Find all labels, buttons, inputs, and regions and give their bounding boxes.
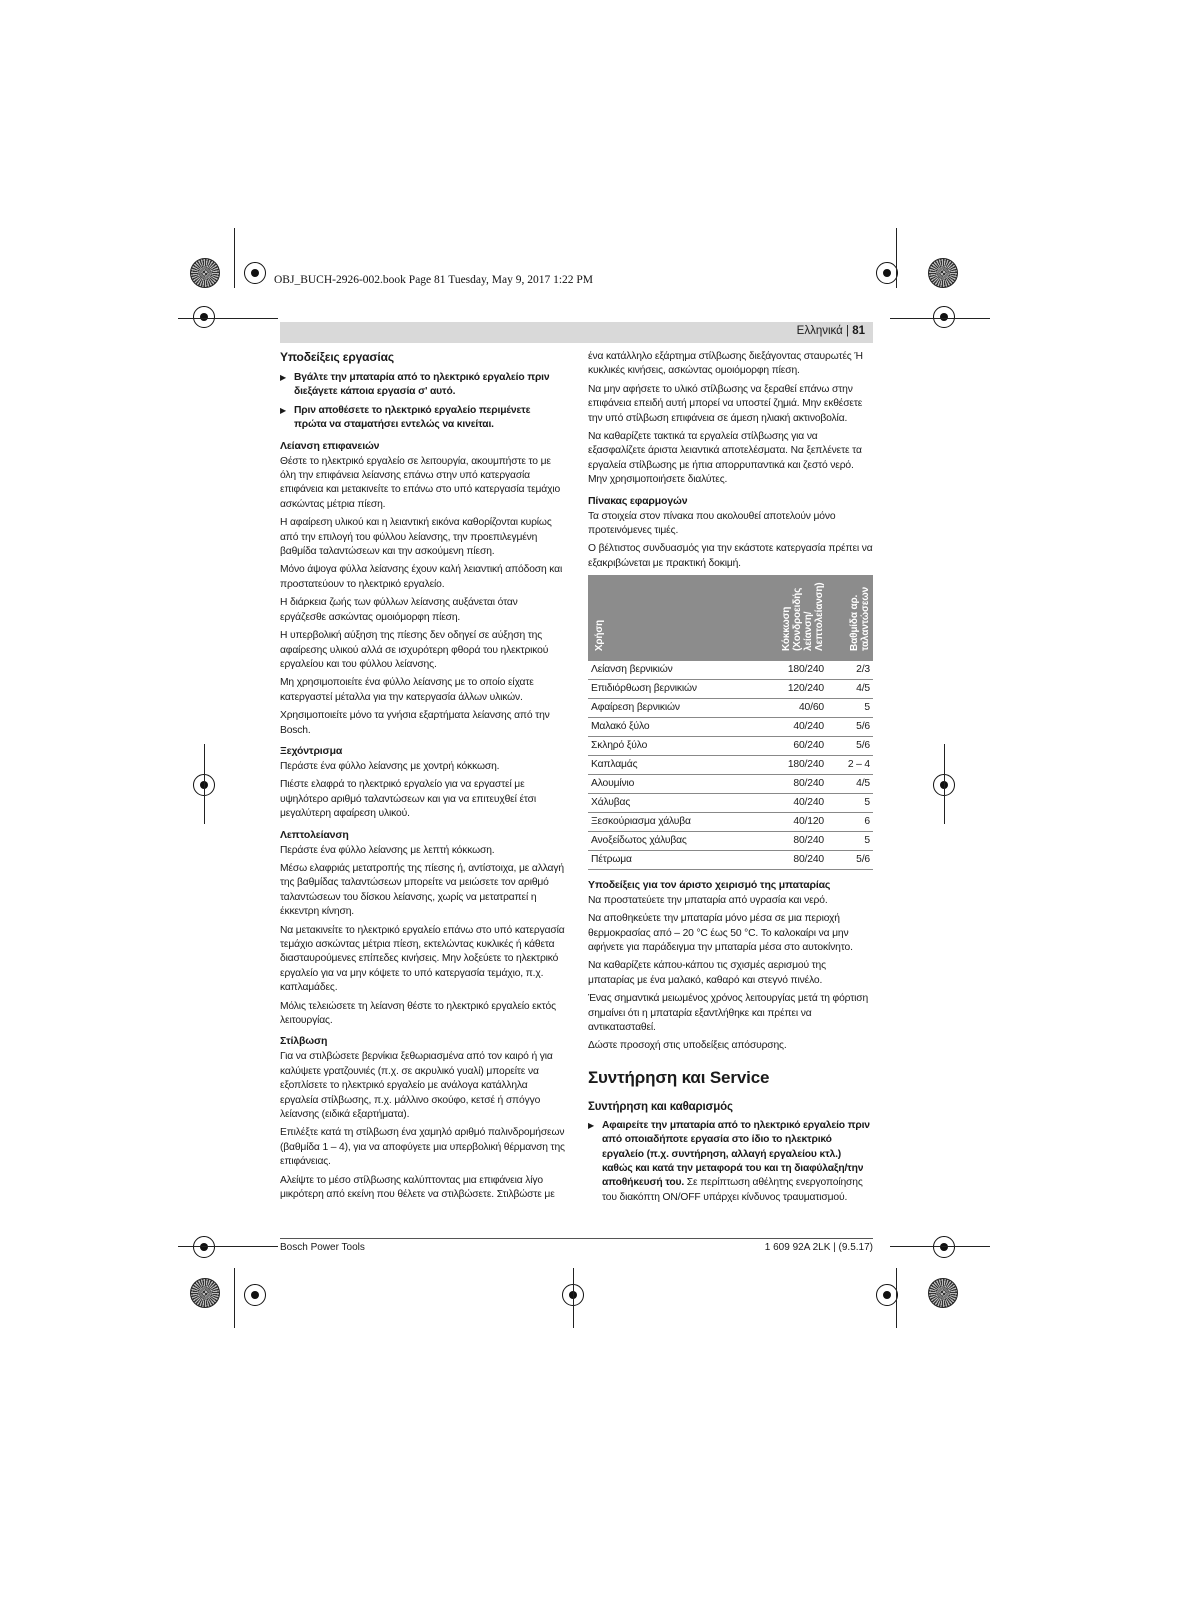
paragraph: Να αποθηκεύετε την μπαταρία μόνο μέσα σε μια περιοχή θερμοκρασίας από – 20 °C έως 50 °C. Το καλοκαίρι να μην αφήνετε για παράδειγμα την μπαταρία μέσα στο αυτοκίνητο. [588,913,853,953]
table-cell-use: Μαλακό ξύλο [588,717,743,736]
table-cell-speed: 4/5 [827,774,873,793]
registration-rosette [190,258,220,288]
table-cell-speed: 5/6 [827,717,873,736]
table-cell-speed: 2 – 4 [827,755,873,774]
registration-target [244,262,266,284]
paragraph: Μη χρησιμοποιείτε ένα φύλλο λείανσης με το οποίο είχατε κατεργαστεί μέταλλα για την κατεργασία άλλων υλικών. [280,677,534,703]
table-row [588,717,873,736]
crop-line [178,1246,278,1247]
crop-line [890,1246,990,1247]
paragraph: ένα κατάλληλο εξάρτημα στίλβωσης διεξάγοντας σταυρωτές Ή κυκλικές κινήσεις, ασκώντας ομοιόμορφη πίεση. [588,351,863,377]
table-cell-grit: 60/240 [743,736,827,755]
table-cell-speed: 2/3 [827,661,873,680]
table-header: Κόκκωση (Χονδροειδής λείανση/ Λεπτολείανση) [743,575,827,660]
table-row [588,661,873,680]
paragraph: Αλείψτε το μέσο στίλβωσης καλύπτοντας μια επιφάνεια λίγο μικρότερη από εκείνη που θέλετε να στιλβώσετε. Στιλβώστε με [280,1174,555,1201]
page-header: Ελληνικά | 81 [280,322,873,343]
table-cell-use: Χάλυβας [588,793,743,812]
paragraph: Δώστε προσοχή στις υποδείξεις απόσυρσης. [588,1040,787,1052]
registration-rosette [190,1278,220,1308]
left-column [280,350,565,1207]
paragraph: Περάστε ένα φύλλο λείανσης με χοντρή κόκκωση. [280,760,500,772]
paragraph: Μέσω ελαφριάς μετατροπής της πίεσης ή, αντίστοιχα, με αλλαγή της βαθμίδας ταλαντώσεων μπορείτε να μειώσετε τον αριθμό ταλαντώσεων του δίσκου λείανσης, χωρίς να μετατραπεί η έκκεντρη κίνηση. [280,862,564,918]
table-cell-grit: 80/240 [743,831,827,850]
footer-brand: Bosch Power Tools [280,1242,365,1253]
crop-line [234,1268,235,1328]
paragraph: Επιλέξτε κατά τη στίλβωση ένα χαμηλό αριθμό παλινδρομήσεων (βαθμίδα 1 – 4), για να αποφύγετε μια υπερβολική θέρμανση της επιφάνειας. [280,1127,565,1168]
section-title: Υποδείξεις εργασίας [280,350,394,364]
table-row [588,812,873,831]
table-cell-use: Αφαίρεση βερνικιών [588,698,743,717]
subsection-title: Υποδείξεις για τον άριστο χειρισμό της μπαταρίας [588,878,831,891]
registration-target [876,1284,898,1306]
table-cell-use: Ξεσκούριασμα χάλυβα [588,812,743,831]
paragraph: Να καθαρίζετε κάπου-κάπου τις σχισμές αερισμού της μπαταρίας με ένα μαλακό, καθαρό και στεγνό πινέλο. [588,960,826,986]
paragraph: Ο βέλτιστος συνδυασμός για την εκάστοτε κατεργασία πρέπει να εξακριβώνεται με πρακτική δοκιμή. [588,543,873,569]
table-cell-grit: 40/120 [743,812,827,831]
table-cell-speed: 6 [827,812,873,831]
table-cell-grit: 40/240 [743,793,827,812]
paragraph: Η αφαίρεση υλικού και η λειαντική εικόνα καθορίζονται κυρίως από την επιλογή του φύλλου λείανσης, την προεπιλεγμένη βαθμίδα ταλαντώσεων και την ασκούμενη πίεση. [280,517,552,558]
table-cell-use: Ανοξείδωτος χάλυβας [588,831,743,850]
paragraph: Περάστε ένα φύλλο λείανσης με λεπτή κόκκωση. [280,844,495,856]
subsection-title: Λεπτολείανση [280,828,349,841]
table-cell-speed: 5 [827,831,873,850]
table-cell-use: Σκληρό ξύλο [588,736,743,755]
crop-line [234,228,235,288]
page-number: 81 [852,325,865,337]
table-cell-use: Επιδιόρθωση βερνικιών [588,679,743,698]
table-cell-grit: 40/240 [743,717,827,736]
registration-target [244,1284,266,1306]
table-row [588,793,873,812]
table-cell-grit: 120/240 [743,679,827,698]
warning-bullet: ▶ Πριν αποθέσετε το ηλεκτρικό εργαλείο περιμένετε πρώτα να σταματήσει εντελώς να κινείται. [280,404,565,433]
table-header: Χρήση [588,575,743,660]
paragraph: Χρησιμοποιείτε μόνο τα γνήσια εξαρτήματα λείανσης από την Bosch. [280,710,550,736]
header-language: Ελληνικά [796,325,843,337]
table-cell-use: Πέτρωμα [588,850,743,869]
paragraph: Ένας σημαντικά μειωμένος χρόνος λειτουργίας μετά τη φόρτιση σημαίνει ότι η μπαταρία εξαντλήθηκε και πρέπει να αντικατασταθεί. [588,993,869,1033]
table-cell-grit: 80/240 [743,774,827,793]
paragraph: Η υπερβολική αύξηση της πίεσης δεν οδηγεί σε αύξηση της αφαίρεσης υλικού αλλά σε ισχυρότερη φθορά του ηλεκτρικού εργαλείου και του φύλλου λείανσης. [280,630,549,670]
crop-line [178,318,278,319]
table-cell-speed: 5 [827,698,873,717]
right-column [588,350,873,1209]
warning-bullet: ▶ Αφαιρείτε την μπαταρία από το ηλεκτρικό εργαλείο πριν από οποιαδήποτε εργασία στο ίδιο το ηλεκτρικό εργαλείο (π.χ. συντήρηση, αλλαγή εργαλείου κτλ.) καθώς και κατά την μεταφορά του και τη διαφύλαξη/την αποθήκευσή του. Σε περίπτωση αθέλητης ενεργοποίησης του διακόπτη ON/OFF υπάρχει κίνδυνος τραυματισμού. [588,1119,873,1205]
table-row [588,850,873,869]
registration-target [933,306,955,328]
crop-line [896,228,897,288]
footer-docnumber: 1 609 92A 2LK | (9.5.17) [764,1242,873,1253]
subsection-title: Στίλβωση [280,1035,328,1048]
table-row [588,755,873,774]
registration-target [876,262,898,284]
table-cell-speed: 4/5 [827,679,873,698]
table-cell-grit: 80/240 [743,850,827,869]
table-cell-grit: 180/240 [743,755,827,774]
paragraph: Πιέστε ελαφρά το ηλεκτρικό εργαλείο για να εργαστεί με υψηλότερο αριθμό ταλαντώσεων και για να επιτευχθεί έτσι μεγαλύτερη αφαίρεση υλικού. [280,779,537,820]
table-row [588,831,873,850]
paragraph: Να μην αφήσετε το υλικό στίλβωσης να ξεραθεί επάνω στην επιφάνεια επειδή αυτή μπορεί να υποστεί ζημιά. Μην εκθέσετε την υπό στίλβωση επιφάνεια σε άμεση ηλιακή ακτινοβολία. [588,383,863,424]
crop-line [896,1268,897,1328]
table-row [588,698,873,717]
table-row [588,736,873,755]
table-cell-use: Αλουμίνιο [588,774,743,793]
warning-bullet: ▶ Βγάλτε την μπαταρία από το ηλεκτρικό εργαλείο πριν διεξάγετε κάποια εργασία σ' αυτό. [280,371,565,400]
paragraph: Για να στιλβώσετε βερνίκια ξεθωριασμένα από τον καιρό ή για καλύψετε γρατζουνιές (π.χ. σε ακρυλικό γυαλί) μπορείτε να εξοπλίσετε το ηλεκτρικό εργαλείο με ανάλογα κατάλληλα εργαλεία στίλβωσης, π.χ. μάλλινο σκούφο, κετσέ ή σπόγγο λείανσης (ειδικά εξαρτήματα). [280,1051,553,1121]
paragraph: Μόνο άψογα φύλλα λείανσης έχουν καλή λειαντική απόδοση και προστατεύουν το ηλεκτρικό εργαλείο. [280,564,563,590]
paragraph: Τα στοιχεία στον πίνακα που ακολουθεί αποτελούν μόνο προτεινόμενες τιμές. [588,510,836,537]
table-row [588,774,873,793]
paragraph: Να μετακινείτε το ηλεκτρικό εργαλείο επάνω στο υπό κατεργασία τεμάχιο ασκώντας μέτρια πίεση, εκτελώντας κυκλικές ή κάθετα διασταυρούμενες επίπεδες κινήσεις. Μην λοξεύετε το ηλεκτρικό εργαλείο για να μην κόψετε το υπό κατεργασία τεμάχιο, π.χ. καπλαμάδες. [280,924,565,994]
table-cell-grit: 180/240 [743,661,827,680]
chapter-title: Συντήρηση και Service [588,1067,770,1087]
table-cell-speed: 5/6 [827,736,873,755]
paragraph: Η διάρκεια ζωής των φύλλων λείανσης αυξάνεται όταν εργάζεσθε ασκώντας ομοιόμορφη πίεση. [280,597,518,623]
registration-target [193,1236,215,1258]
footer-divider [280,1238,873,1239]
subsection-title: Πίνακας εφαρμογών [588,494,688,507]
crop-line [890,318,990,319]
paragraph: Μόλις τελειώσετε τη λείανση θέστε το ηλεκτρικό εργαλείο εκτός λειτουργίας. [280,1000,556,1027]
subsection-title: Ξεχόντρισμα [280,744,343,757]
subsection-title: Λείανση επιφανειών [280,439,380,452]
table-row [588,679,873,698]
paragraph: Να καθαρίζετε τακτικά τα εργαλεία στίλβωσης για να εξασφαλίζετε άριστα λειαντικά αποτελέσματα. Να ξεπλένετε τα εργαλεία στίλβωσης με ήπια απορρυπαντικά και ζεστό νερό. Μην χρησιμοποιήσετε διαλύτες. [588,431,862,486]
table-header: Βαθμίδα αρ. ταλαντώσεων [827,575,873,660]
paragraph: Να προστατεύετε την μπαταρία από υγρασία και νερό. [588,894,828,906]
paragraph: Θέστε το ηλεκτρικό εργαλείο σε λειτουργία, ακουμπήστε το με όλη την επιφάνεια λείανσης επάνω στην υπό κατεργασία επιφάνεια και μετακινείτε το επάνω στο υπό κατεργασία τεμάχιο ασκώντας μέτρια πίεση. [280,455,561,510]
registration-target [933,1236,955,1258]
table-cell-use: Καπλαμάς [588,755,743,774]
registration-rosette [928,1278,958,1308]
crop-line [204,744,205,824]
crop-line [573,1268,574,1328]
table-cell-use: Λείανση βερνικιών [588,661,743,680]
registration-target [193,306,215,328]
book-info: OBJ_BUCH-2926-002.book Page 81 Tuesday, May 9, 2017 1:22 PM [274,274,594,286]
section-title: Συντήρηση και καθαρισμός [588,1100,733,1113]
table-cell-speed: 5 [827,793,873,812]
application-table [588,575,873,869]
registration-rosette [928,258,958,288]
table-cell-grit: 40/60 [743,698,827,717]
table-cell-speed: 5/6 [827,850,873,869]
crop-line [944,744,945,824]
